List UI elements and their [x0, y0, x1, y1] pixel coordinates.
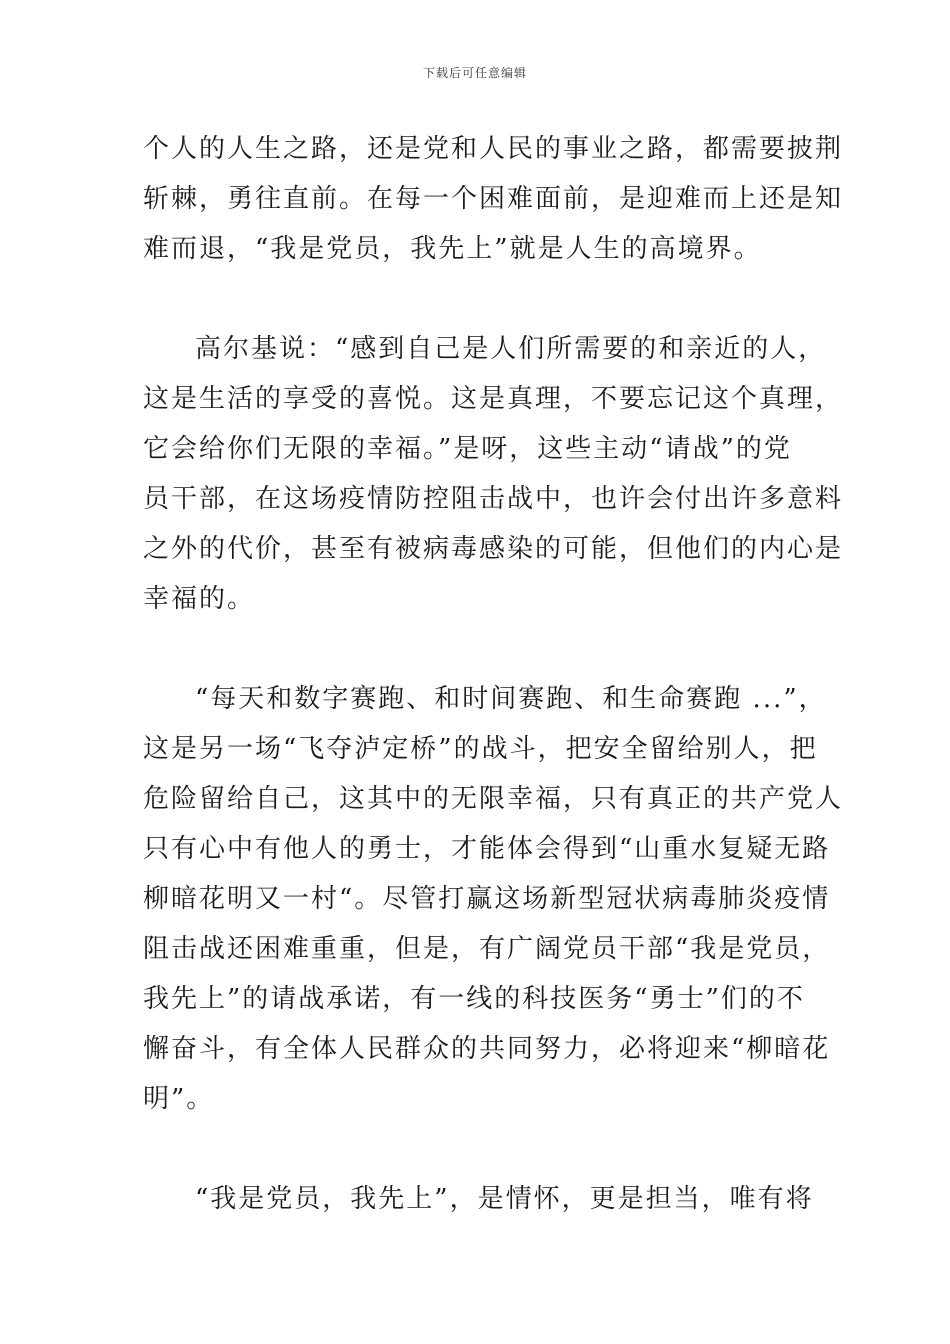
- text-line: 这是生活的享受的喜悦。这是真理，不要忘记这个真理，: [143, 384, 844, 414]
- text-line: 这是另一场“飞夺泸定桥”的战斗，把安全留给别人，把: [143, 734, 818, 764]
- text-line: 柳暗花明又一村“。尽管打赢这场新型冠状病毒肺炎疫情: [143, 884, 831, 914]
- text-line: “我是党员，我先上”，是情怀，更是担当，唯有将: [195, 1184, 814, 1214]
- text-line: 阻击战还困难重重，但是，有广阔党员干部“我是党员，: [143, 934, 831, 964]
- text-line: 难而退，“我是党员，我先上”就是人生的高境界。: [143, 234, 762, 264]
- text-line: 我先上”的请战承诺，有一线的科技医务“勇士”们的不: [143, 984, 805, 1014]
- paragraph-2: [143, 324, 844, 624]
- paragraph-1: [143, 124, 844, 274]
- text-line: 懈奋斗，有全体人民群众的共同努力，必将迎来“柳暗花: [143, 1034, 831, 1064]
- text-line: 危险留给自己，这其中的无限幸福，只有真正的共产党人: [143, 784, 844, 814]
- paragraph-4: [143, 1174, 813, 1224]
- text-line: 高尔基说：“感到自己是人们所需要的和亲近的人，: [195, 334, 827, 364]
- text-line: “每天和数字赛跑、和时间赛跑、和生命赛跑 ...”，: [195, 684, 827, 714]
- text-line: 幸福的。: [143, 584, 256, 614]
- text-line: 之外的代价，甚至有被病毒感染的可能，但他们的内心是: [143, 534, 844, 564]
- text-line: 只有心中有他人的勇士，才能体会得到“山重水复疑无路: [143, 834, 831, 864]
- text-line: 员干部，在这场疫情防控阻击战中，也许会付出许多意料: [143, 484, 844, 514]
- document-body: [143, 124, 844, 1224]
- page-header: 下载后可任意编辑: [422, 66, 527, 80]
- paragraph-3: [143, 674, 844, 1124]
- text-line: 明”。: [143, 1084, 215, 1114]
- text-line: 个人的人生之路，还是党和人民的事业之路，都需要披荆: [143, 134, 844, 164]
- text-line: 斩棘，勇往直前。在每一个困难面前，是迎难而上还是知: [143, 184, 844, 214]
- text-line: 它会给你们无限的幸福。”是呀，这些主动“请战”的党: [143, 434, 792, 464]
